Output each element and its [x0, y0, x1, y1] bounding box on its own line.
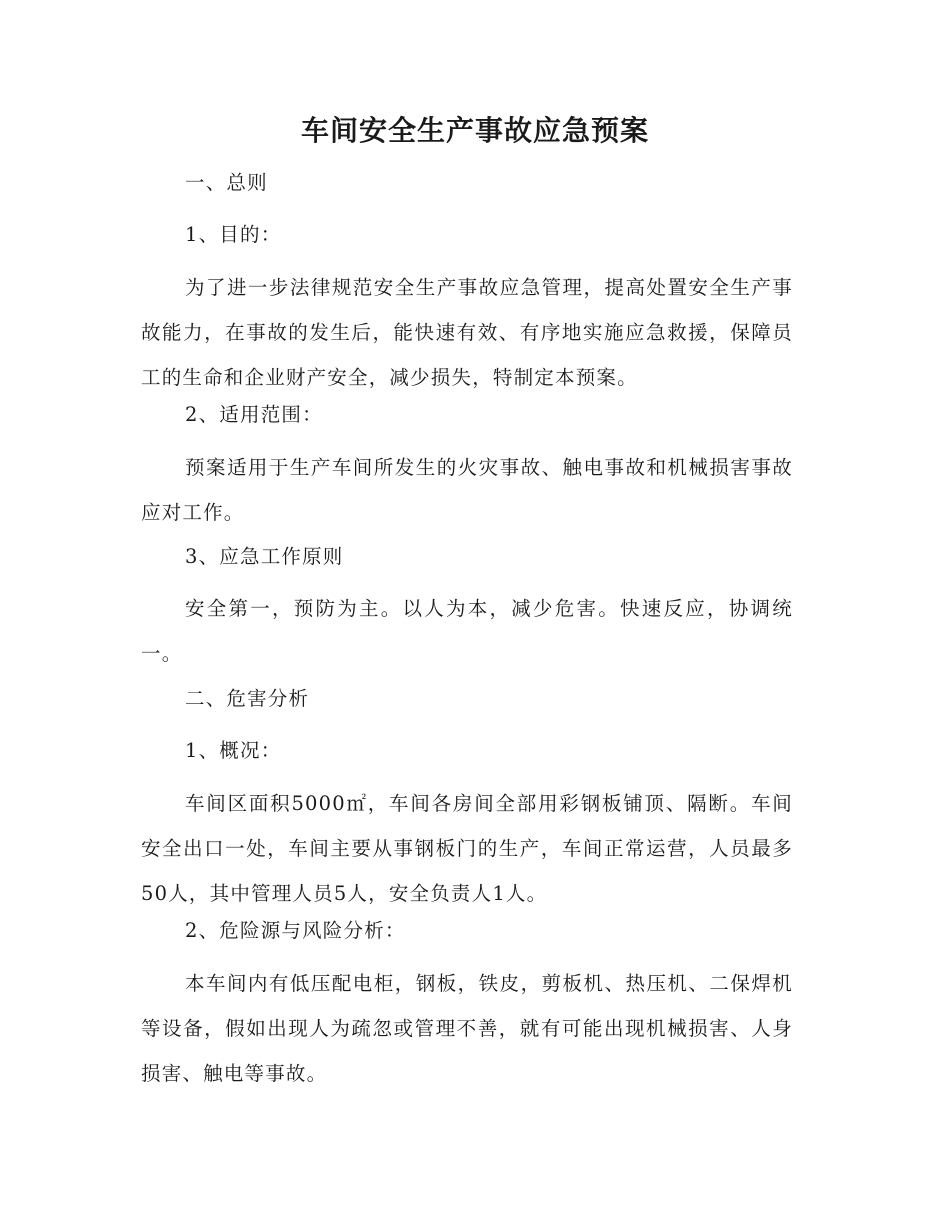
- paragraph-scope: 预案适用于生产车间所发生的火灾事故、触电事故和机械损害事故应对工作。: [141, 456, 793, 524]
- subheading-hazard-sources: 2、危险源与风险分析：: [185, 919, 406, 942]
- paragraph-hazard-sources: 本车间内有低压配电柜，钢板，铁皮，剪板机、热压机、二保焊机等设备，假如出现人为疏忽或管理不善，就有可能出现机械损害、人身损害、触电等事故。: [141, 972, 793, 1085]
- section-heading-hazard-analysis: 二、危害分析: [185, 687, 310, 710]
- document-title: 车间安全生产事故应急预案: [300, 114, 649, 147]
- subheading-scope: 2、适用范围：: [185, 403, 323, 426]
- subheading-overview: 1、概况：: [185, 739, 282, 762]
- subheading-purpose: 1、目的：: [185, 223, 282, 246]
- paragraph-purpose: 为了进一步法律规范安全生产事故应急管理，提高处置安全生产事故能力，在事故的发生后，能快速有效、有序地实施应急救援，保障员工的生命和企业财产安全，减少损失，特制定本预案。: [141, 276, 793, 389]
- subheading-principles: 3、应急工作原则: [185, 545, 344, 568]
- paragraph-principles: 安全第一，预防为主。以人为本，减少危害。快速反应，协调统一。: [141, 597, 793, 665]
- section-heading-general: 一、总则: [185, 171, 268, 194]
- paragraph-overview: 车间区面积5000㎡，车间各房间全部用彩钢板铺顶、隔断。车间安全出口一处，车间主要从事钢板门的生产，车间正常运营，人员最多50人，其中管理人员5人，安全负责人1人。: [141, 792, 793, 905]
